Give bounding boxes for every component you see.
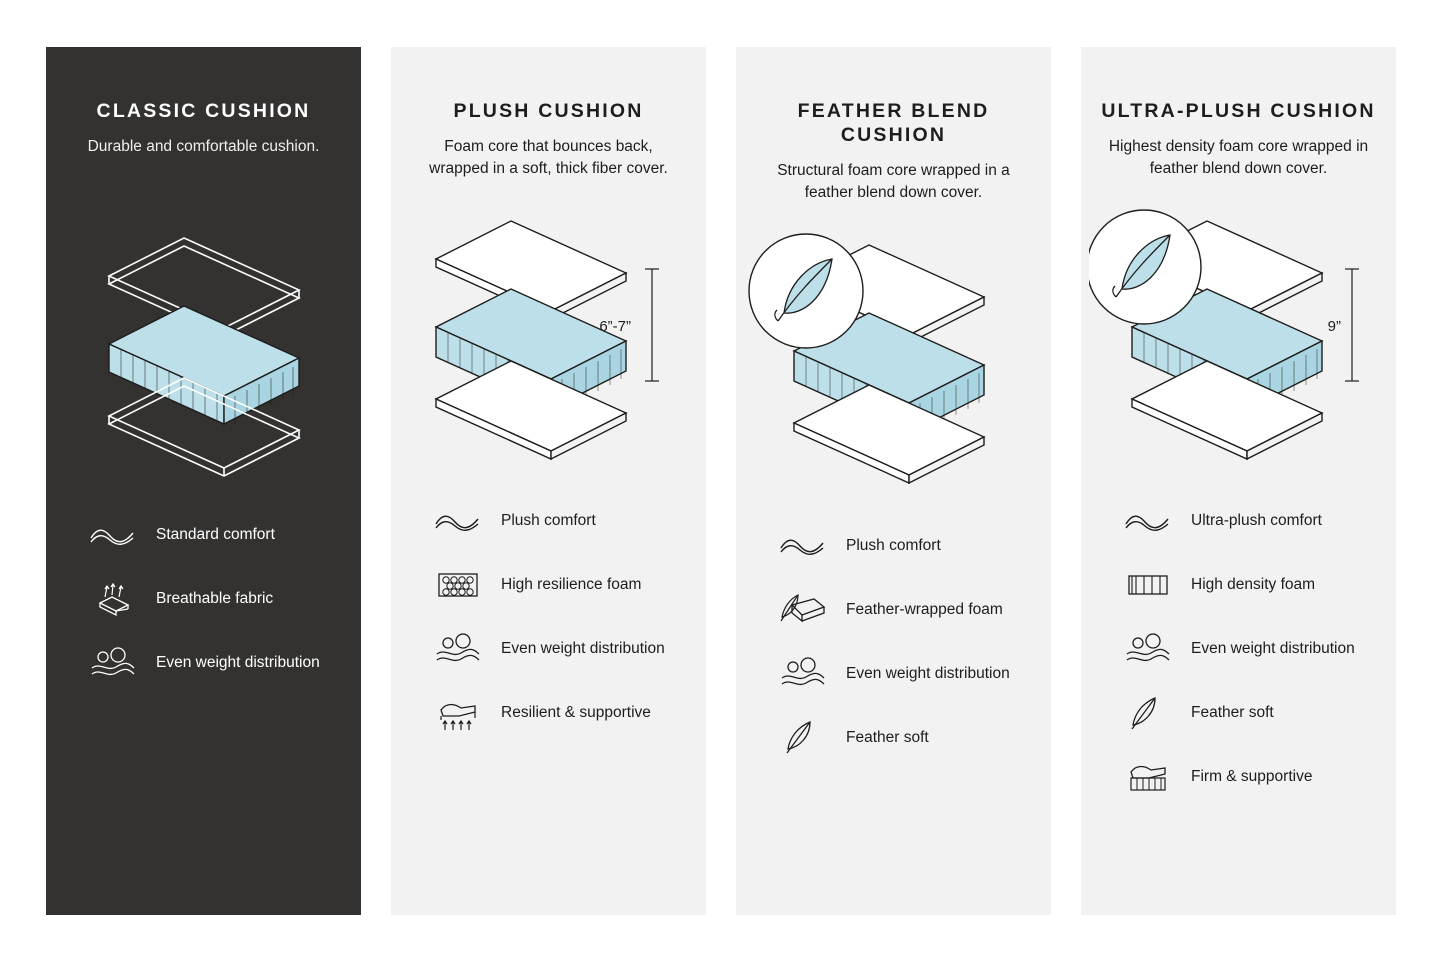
feature-label: Firm & supportive <box>1191 768 1313 786</box>
even-weight-icon <box>774 652 830 694</box>
cushion-layers-svg <box>399 209 699 479</box>
feature-label: Feather soft <box>846 728 929 746</box>
feather-badge <box>749 234 863 348</box>
dimension-label: 9” <box>1327 318 1341 336</box>
feather-icon <box>1119 692 1175 734</box>
card-feather-blend-cushion[interactable] <box>736 47 1051 915</box>
breathable-fabric-icon <box>84 578 140 620</box>
feature-item <box>429 628 680 670</box>
dimension-bracket <box>645 269 659 381</box>
even-weight-icon <box>84 642 140 684</box>
feature-label: Feather soft <box>1191 704 1274 722</box>
card-description: Highest density foam core wrapped in feather blend down cover. <box>1108 138 1369 178</box>
feature-item <box>774 588 1025 630</box>
card-title: CLASSIC CUSHION <box>96 100 311 122</box>
feature-label: Even weight distribution <box>156 654 320 672</box>
feature-item <box>84 642 335 684</box>
feather-badge <box>1089 210 1201 324</box>
feature-item <box>1119 564 1370 606</box>
feature-item <box>774 716 1025 758</box>
feature-label: High density foam <box>1191 576 1316 594</box>
feather-icon <box>774 716 830 758</box>
feature-list <box>391 500 706 756</box>
feature-label: Ultra-plush comfort <box>1191 512 1322 530</box>
card-title: ULTRA-PLUSH CUSHION <box>1101 100 1376 122</box>
card-ultra-plush-cushion[interactable] <box>1081 47 1396 915</box>
feature-item <box>84 514 335 556</box>
even-weight-icon <box>1119 628 1175 670</box>
feature-label: Even weight distribution <box>501 640 665 658</box>
dimension-label: 6”-7” <box>598 318 631 336</box>
feature-label: Plush comfort <box>846 536 941 554</box>
feature-item <box>429 564 680 606</box>
cushion-layers-svg <box>1089 209 1389 479</box>
wave-icon <box>1119 500 1175 542</box>
cushion-layers-svg <box>59 228 349 488</box>
honeycomb-foam-icon <box>429 564 485 606</box>
feature-item <box>1119 756 1370 798</box>
cushion-exploded-diagram <box>46 208 361 508</box>
feature-item <box>774 652 1025 694</box>
cushion-exploded-diagram <box>736 218 1051 518</box>
feature-label: High resilience foam <box>501 576 642 594</box>
feature-label: Even weight distribution <box>846 664 1010 682</box>
feature-item <box>429 500 680 542</box>
feature-label: Standard comfort <box>156 526 275 544</box>
density-foam-icon <box>1119 564 1175 606</box>
card-title: FEATHER BLEND CUSHION <box>797 100 990 147</box>
even-weight-icon <box>429 628 485 670</box>
firm-support-icon <box>1119 756 1175 798</box>
feature-item <box>1119 628 1370 670</box>
cushion-layers-svg <box>744 233 1044 503</box>
feature-label: Breathable fabric <box>156 590 274 608</box>
dimension-bracket <box>1345 269 1359 381</box>
card-description: Structural foam core wrapped in a feather blend down cover. <box>777 162 1010 202</box>
feature-label: Even weight distribution <box>1191 640 1355 658</box>
feature-item <box>774 524 1025 566</box>
feature-item <box>84 578 335 620</box>
foam-core-layer <box>109 306 299 424</box>
card-plush-cushion[interactable] <box>391 47 706 915</box>
feather-wrapped-foam-icon <box>774 588 830 630</box>
feature-label: Resilient & supportive <box>501 704 651 722</box>
feature-item <box>1119 500 1370 542</box>
feature-item <box>429 692 680 734</box>
feature-item <box>1119 692 1370 734</box>
resilient-support-icon <box>429 692 485 734</box>
card-description: Durable and comfortable cushion. <box>87 138 320 156</box>
feature-label: Feather-wrapped foam <box>846 600 1003 618</box>
feature-label: Plush comfort <box>501 512 596 530</box>
cushion-exploded-diagram <box>1081 194 1396 494</box>
card-classic-cushion[interactable] <box>46 47 361 915</box>
wave-icon <box>84 514 140 556</box>
feature-list <box>1081 500 1396 820</box>
card-title: PLUSH CUSHION <box>453 100 644 122</box>
wave-icon <box>429 500 485 542</box>
feature-list <box>736 524 1051 780</box>
card-description: Foam core that bounces back, wrapped in a soft, thick fiber cover. <box>429 138 668 178</box>
feature-list <box>46 514 361 706</box>
cushion-exploded-diagram <box>391 194 706 494</box>
wave-icon <box>774 524 830 566</box>
